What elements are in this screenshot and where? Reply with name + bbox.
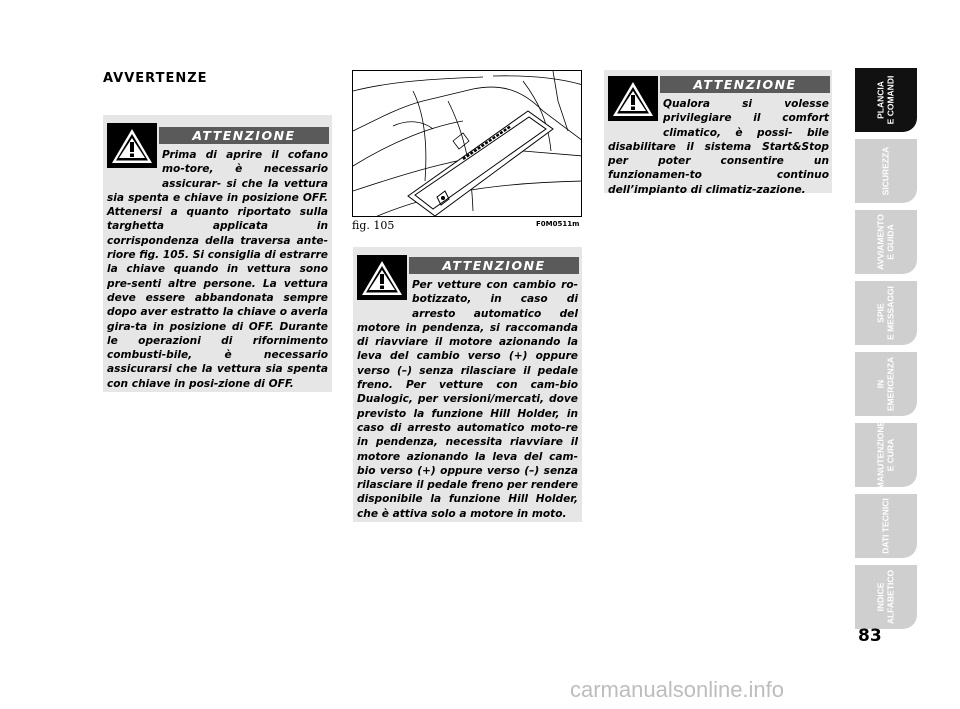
tab-label: IN EMERGENZA xyxy=(875,356,895,412)
tab-label: INDICE ALFABETICO xyxy=(875,569,895,625)
tab-spie-e-messaggi[interactable] xyxy=(855,281,917,345)
tab-label: DATI TECNICI xyxy=(880,498,891,554)
warning-body: automatico del motore in pendenza, si raccomanda di riavviare il motore azionando la leva del cambio verso (+) oppure verso (–) senza rilasciare il pedale freno. Per vetture con cam-bio Dualogic, per versioni/mercati, dove previsto la funzione Hill Holder, in caso di arresto automatico moto-re in pendenza, necessita riavviare il motore azionando la leva del cam-bio verso (+) oppure verso (–) senza rilasciare il pedale freno per rendere disponibile la funzione Hill Holder, che è attiva solo a motore in moto. xyxy=(357,307,578,520)
tab-dati-tecnici[interactable] xyxy=(855,494,917,558)
warning-label: ATTENZIONE xyxy=(159,127,329,144)
tab-avviamento-e-guida[interactable] xyxy=(855,210,917,274)
tab-manutenzione-e-cura[interactable] xyxy=(855,420,917,490)
warning-text xyxy=(608,97,829,197)
tab-in-emergenza[interactable] xyxy=(855,352,917,416)
engine-bay-illustration xyxy=(353,71,582,217)
section-heading: AVVERTENZE xyxy=(103,71,208,86)
warning-lead: Qualora si volesse privilegiare il comfort climatico, è possi- xyxy=(663,98,829,139)
tab-plancia-e-comandi[interactable] xyxy=(855,68,917,132)
warning-label: ATTENZIONE xyxy=(409,257,579,274)
watermark: carmanualsonline.info xyxy=(570,677,785,702)
figure-caption: fig. 105 xyxy=(352,219,395,232)
warning-label: ATTENZIONE xyxy=(660,76,830,93)
page-number: 83 xyxy=(858,626,882,646)
figure-code: F0M0511m xyxy=(536,220,580,228)
tab-label: SICUREZZA xyxy=(880,146,891,196)
engine-bay-figure xyxy=(352,70,582,217)
warning-body: si che la vettura sia spenta e chiave in posizione OFF. Attenersi a quanto riportato sulla targhetta applicata in corrispondenza della traversa ante-riore fig. 105. Si consiglia di estrarre la chiave quando in vettura sono pre-senti altre persone. La vettura deve essere abbandonata sempre dopo aver estratto la chiave o averla gira-ta in posizione di OFF. Durante le operazioni di rifornimento combusti-bile, è necessario assicurarsi che la vettura sia spenta con chiave in posi-zione di OFF. xyxy=(107,177,328,390)
tab-label: SPIE E MESSAGGI xyxy=(875,286,895,340)
tab-label: MANUTENZIONE E CURA xyxy=(875,420,895,490)
warning-box-2 xyxy=(353,247,582,522)
tab-sicurezza[interactable] xyxy=(855,139,917,203)
tab-indice-alfabetico[interactable] xyxy=(855,565,917,629)
warning-box-1 xyxy=(103,115,332,392)
warning-lead: Per vetture con cambio ro-botizzato, in caso di arresto xyxy=(412,279,578,320)
warning-body: bile disabilitare il sistema Start&Stop per poter consentire un funzionamen-to continuo dell’impianto di climatiz-zazione. xyxy=(608,126,829,196)
tab-label: AVVIAMENTO E GUIDA xyxy=(875,214,895,270)
warning-box-3 xyxy=(604,70,832,196)
warning-text xyxy=(107,148,328,391)
warning-lead: Prima di aprire il cofano mo-tore, è necessario assicurar- xyxy=(162,149,328,190)
warning-text xyxy=(357,278,578,521)
tab-label: PLANCIA E COMANDI xyxy=(875,75,895,125)
